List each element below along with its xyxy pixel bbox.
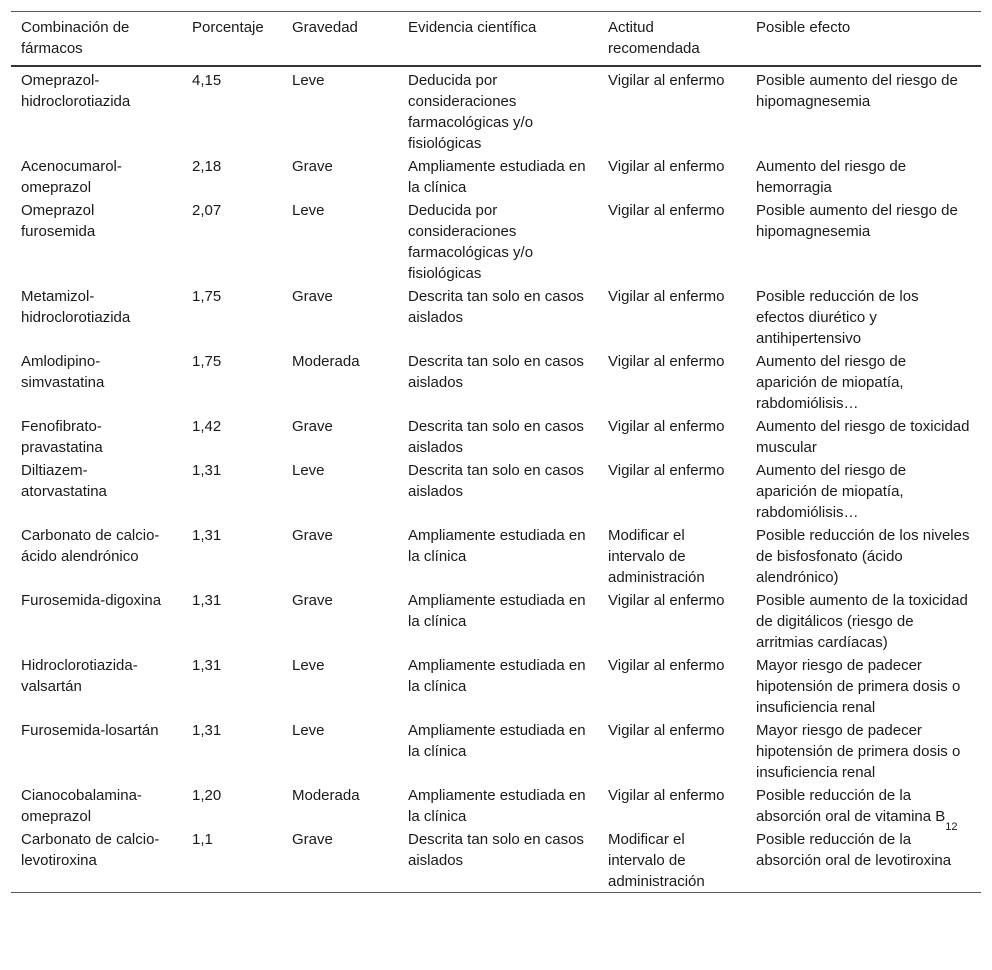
cell-action: Vigilar al enfermo xyxy=(608,288,725,305)
cell-action: Vigilar al enfermo xyxy=(608,72,725,89)
cell-percentage: 2,18 xyxy=(192,158,222,175)
cell-evidence: Deducida por consideraciones farmacológicas y/o fisiológicas xyxy=(408,72,534,152)
header-recommended-action: Actitud recomendada xyxy=(608,19,700,57)
cell-action: Vigilar al enfermo xyxy=(608,592,725,609)
cell-severity: Grave xyxy=(292,527,333,544)
cell-severity: Leve xyxy=(292,657,325,674)
cell-evidence: Descrita tan solo en casos aislados xyxy=(408,288,584,326)
cell-effect: Posible aumento de la toxicidad de digitálicos (riesgo de arritmias cardíacas) xyxy=(756,592,968,651)
cell-severity: Leve xyxy=(292,462,325,479)
cell-percentage: 1,31 xyxy=(192,527,222,544)
cell-severity: Grave xyxy=(292,831,333,848)
cell-effect: Aumento del riesgo de aparición de miopatía, rabdomiólisis… xyxy=(756,353,907,412)
cell-evidence: Descrita tan solo en casos aislados xyxy=(408,462,584,500)
cell-effect: Aumento del riesgo de toxicidad muscular xyxy=(756,418,970,456)
cell-effect: Aumento del riesgo de hemorragia xyxy=(756,158,907,196)
cell-action: Vigilar al enfermo xyxy=(608,158,725,175)
cell-evidence: Ampliamente estudiada en la clínica xyxy=(408,592,586,630)
cell-evidence: Descrita tan solo en casos aislados xyxy=(408,353,584,391)
cell-severity: Grave xyxy=(292,592,333,609)
cell-effect: Posible aumento del riesgo de hipomagnesemia xyxy=(756,72,958,110)
header-severity: Gravedad xyxy=(292,19,358,36)
cell-percentage: 1,75 xyxy=(192,288,222,305)
cell-action: Vigilar al enfermo xyxy=(608,657,725,674)
cell-percentage: 1,42 xyxy=(192,418,222,435)
cell-combination: Amlodipino-simvastatina xyxy=(21,353,105,391)
table-row xyxy=(11,588,981,653)
cell-action: Vigilar al enfermo xyxy=(608,787,725,804)
cell-severity: Moderada xyxy=(292,787,360,804)
cell-action: Vigilar al enfermo xyxy=(608,353,725,370)
cell-action: Vigilar al enfermo xyxy=(608,418,725,435)
cell-effect: Posible reducción de la absorción oral de levotiroxina xyxy=(756,831,952,869)
cell-combination: Fenofibrato-pravastatina xyxy=(21,418,103,456)
cell-effect: Posible reducción de los efectos diurético y antihipertensivo xyxy=(756,288,919,347)
cell-combination: Acenocumarol-omeprazol xyxy=(21,158,122,196)
cell-action: Vigilar al enfermo xyxy=(608,462,725,479)
cell-percentage: 4,15 xyxy=(192,72,222,89)
cell-action: Modificar el intervalo de administración xyxy=(608,527,705,586)
drug-interactions-table xyxy=(11,11,981,893)
cell-combination: Cianocobalamina-omeprazol xyxy=(21,787,142,825)
cell-severity: Leve xyxy=(292,202,325,219)
cell-percentage: 2,07 xyxy=(192,202,222,219)
cell-effect: Mayor riesgo de padecer hipotensión de primera dosis o insuficiencia renal xyxy=(756,722,961,781)
cell-combination: Hidroclorotiazida-valsartán xyxy=(21,657,138,695)
cell-severity: Grave xyxy=(292,158,333,175)
cell-effect-text: Posible reducción de la absorción oral de vitamina B xyxy=(756,787,946,825)
header-percentage: Porcentaje xyxy=(192,19,264,36)
cell-combination: Diltiazem-atorvastatina xyxy=(21,462,107,500)
table-row xyxy=(11,718,981,783)
table-row xyxy=(11,66,981,154)
header-evidence: Evidencia científica xyxy=(408,19,537,36)
table-row xyxy=(11,414,981,458)
cell-action: Modificar el intervalo de administración xyxy=(608,831,705,890)
cell-combination: Metamizol-hidroclorotiazida xyxy=(21,288,131,326)
cell-evidence: Ampliamente estudiada en la clínica xyxy=(408,158,586,196)
cell-evidence: Ampliamente estudiada en la clínica xyxy=(408,787,586,825)
table-row xyxy=(11,827,981,893)
cell-evidence: Descrita tan solo en casos aislados xyxy=(408,831,584,869)
cell-evidence: Ampliamente estudiada en la clínica xyxy=(408,527,586,565)
cell-evidence: Ampliamente estudiada en la clínica xyxy=(408,722,586,760)
table-row xyxy=(11,458,981,523)
table-row xyxy=(11,653,981,718)
cell-effect: Aumento del riesgo de aparición de miopatía, rabdomiólisis… xyxy=(756,462,907,521)
cell-combination: Carbonato de calcio-ácido alendrónico xyxy=(21,527,160,565)
header-possible-effect: Posible efecto xyxy=(756,19,851,36)
cell-percentage: 1,1 xyxy=(192,831,213,848)
table-row xyxy=(11,284,981,349)
cell-percentage: 1,31 xyxy=(192,722,222,739)
cell-effect: Posible reducción de los niveles de bisfosfonato (ácido alendrónico) xyxy=(756,527,970,586)
cell-severity: Grave xyxy=(292,418,333,435)
cell-percentage: 1,75 xyxy=(192,353,222,370)
table-body xyxy=(11,66,981,893)
cell-percentage: 1,31 xyxy=(192,592,222,609)
cell-effect: Mayor riesgo de padecer hipotensión de primera dosis o insuficiencia renal xyxy=(756,657,961,716)
cell-action: Vigilar al enfermo xyxy=(608,202,725,219)
vitamin-subscript: 12 xyxy=(945,821,958,833)
header-row xyxy=(11,12,981,67)
cell-evidence: Ampliamente estudiada en la clínica xyxy=(408,657,586,695)
cell-combination: Furosemida-losartán xyxy=(21,722,159,739)
cell-action: Vigilar al enfermo xyxy=(608,722,725,739)
interactions-table-container xyxy=(11,11,981,893)
cell-severity: Leve xyxy=(292,72,325,89)
cell-combination: Omeprazol furosemida xyxy=(21,202,96,240)
cell-evidence: Descrita tan solo en casos aislados xyxy=(408,418,584,456)
cell-severity: Leve xyxy=(292,722,325,739)
cell-combination: Carbonato de calcio-levotiroxina xyxy=(21,831,160,869)
cell-severity: Moderada xyxy=(292,353,360,370)
cell-percentage: 1,20 xyxy=(192,787,222,804)
cell-percentage: 1,31 xyxy=(192,462,222,479)
cell-percentage: 1,31 xyxy=(192,657,222,674)
table-row xyxy=(11,523,981,588)
cell-combination: Omeprazol-hidroclorotiazida xyxy=(21,72,131,110)
header-combination: Combinación de fármacos xyxy=(21,19,130,57)
table-row xyxy=(11,198,981,284)
cell-severity: Grave xyxy=(292,288,333,305)
table-row xyxy=(11,154,981,198)
table-row xyxy=(11,783,981,827)
cell-effect: Posible aumento del riesgo de hipomagnesemia xyxy=(756,202,958,240)
cell-effect xyxy=(746,783,981,833)
cell-evidence: Deducida por consideraciones farmacológicas y/o fisiológicas xyxy=(408,202,534,282)
cell-combination: Furosemida-digoxina xyxy=(21,592,162,609)
table-row xyxy=(11,349,981,414)
table-header xyxy=(11,12,981,67)
